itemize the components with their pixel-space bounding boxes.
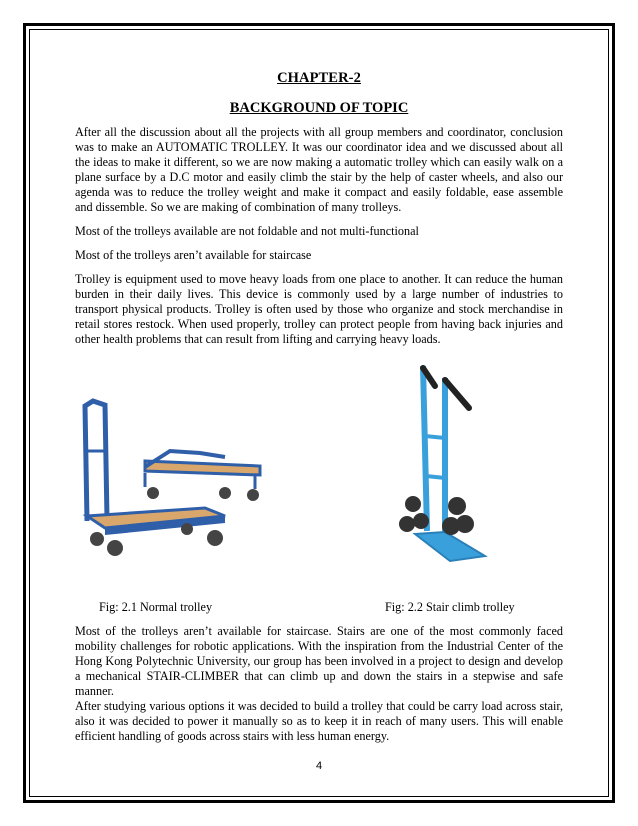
paragraph-not-staircase: Most of the trolleys aren’t available for staircase bbox=[75, 248, 312, 262]
paragraph-conclusion: After studying various options it was decided to build a trolley that could be carry load across stair, also it was decided to power it manually so as to keep it in reach of many users. This will enable efficient handling of goods across stairs with less human energy. bbox=[75, 699, 563, 743]
page-number: 4 bbox=[315, 760, 323, 772]
figures-row bbox=[75, 356, 563, 594]
paragraph-trolley-definition: Trolley is equipment used to move heavy loads from one place to another. It can reduce the human burden in their daily lives. This device is commonly used by a large number of industries to transport physical products. Trolley is often used by those who organize and stock merchandise in retail stores restock. When used properly, trolley can protect people from having back injuries and other health problems that can result from lifting and carrying heavy loads. bbox=[75, 272, 563, 346]
page-content bbox=[75, 70, 563, 753]
paragraph-not-foldable: Most of the trolleys available are not foldable and not multi-functional bbox=[75, 224, 419, 238]
figure-caption-normal-trolley: Fig: 2.1 Normal trolley bbox=[99, 600, 213, 614]
normal-trolley-image bbox=[75, 391, 275, 566]
paragraph-intro: After all the discussion about all the projects with all group members and coordinator, conclusion was to make an AUTOMATIC TROLLEY. It was our coordinator idea and we discussed about all the ideas to make it different, so we are now making a automatic trolley which can easily walk on a plane surface by a D.C motor and easily climb the stair by the help of caster wheels, and also our agenda was to reduce the trolley weight and make it compact and easily foldable, ease assemble and dissemble. So we are making of combination of many trolleys. bbox=[75, 125, 563, 214]
section-title: BACKGROUND OF TOPIC bbox=[229, 100, 409, 116]
figure-captions bbox=[75, 594, 563, 624]
paragraph-stair-climber: Most of the trolleys aren’t available for staircase. Stairs are one of the most commonly faced mobility challenges for robotic applications. With the inspiration from the Industrial Center of the Hong Kong Polytechnic University, our group has been involved in a project to design and develop a mechanical STAIR-CLIMBER that can climb up and down the stairs in a stepwise and safe manner. bbox=[75, 624, 563, 698]
chapter-heading: CHAPTER-2 bbox=[277, 70, 361, 86]
stair-climb-trolley-image bbox=[365, 356, 525, 571]
figure-caption-stair-climb-trolley: Fig: 2.2 Stair climb trolley bbox=[385, 600, 515, 614]
